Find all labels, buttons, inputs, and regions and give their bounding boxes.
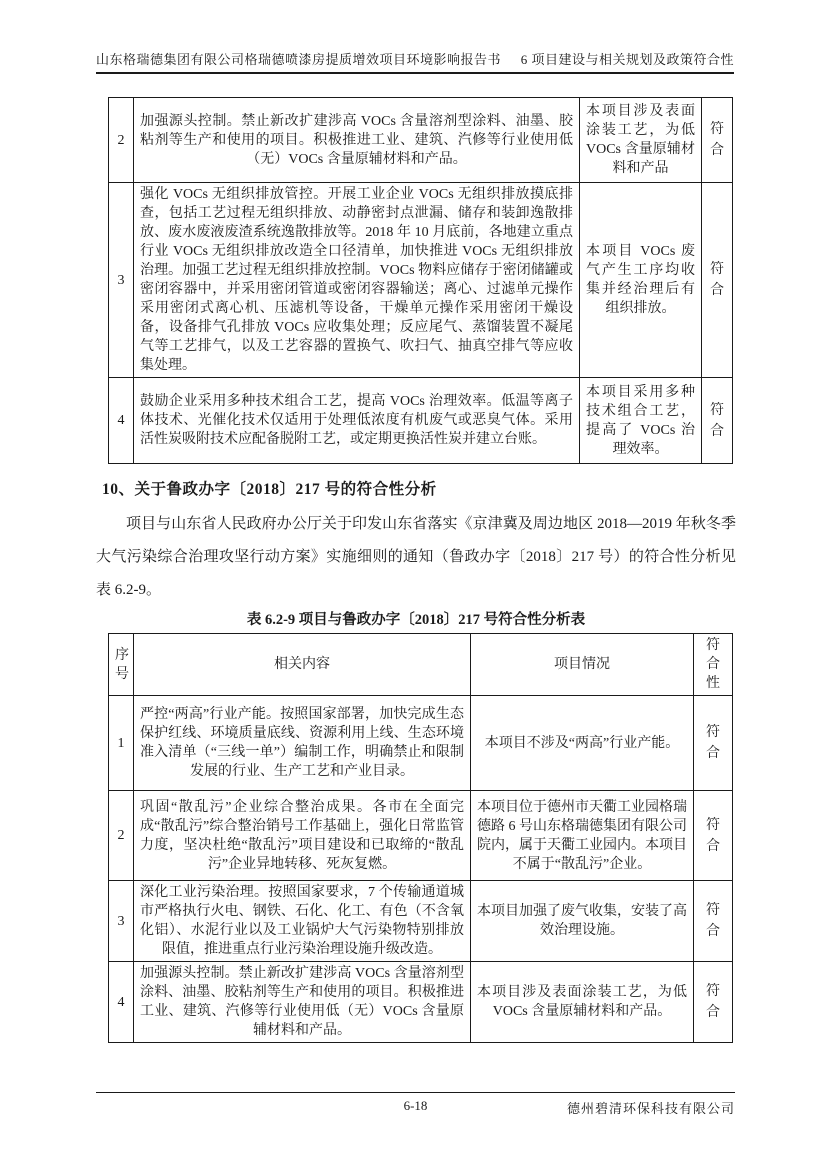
compliance-result: 符合 <box>694 696 733 791</box>
header-chapter-title: 6 项目建设与相关规划及政策符合性 <box>520 52 734 67</box>
project-situation: 本项目不涉及“两高”行业产能。 <box>471 696 694 791</box>
requirement-text: 巩固“散乱污”企业综合整治成果。各市在全面完成“散乱污”综合整治销号工作基础上，强化日常监管力度，坚决杜绝“散乱污”项目建设和已取缔的“散乱污”企业异地转移、死灰复燃。 <box>134 791 471 881</box>
table-row <box>109 98 733 183</box>
compliance-result: 符合 <box>702 378 733 464</box>
project-situation: 本项目采用多种技术组合工艺，提高了 VOCs 治理效率。 <box>580 378 702 464</box>
table-row <box>109 378 733 464</box>
project-situation: 本项目位于德州市天衢工业园格瑞德路 6 号山东格瑞德集团有限公司院内，属于天衢工业园内。本项目不属于“散乱污”企业。 <box>471 791 694 881</box>
table-caption: 表 6.2-9 项目与鲁政办字〔2018〕217 号符合性分析表 <box>246 612 586 628</box>
compliance-result: 符合 <box>694 962 733 1043</box>
requirement-text: 深化工业污染治理。按照国家要求，7 个传输通道城市严格执行火电、钢铁、石化、化工、有色（不含氧化铝）、水泥行业以及工业锅炉大气污染物特别排放限值，推进重点行业污染治理设施升级改造。 <box>134 881 471 962</box>
column-header-no: 序号 <box>109 634 134 696</box>
footer-rule <box>96 1092 735 1093</box>
requirement-text: 鼓励企业采用多种技术组合工艺，提高 VOCs 治理效率。低温等离子体技术、光催化技术仅适用于处理低浓度有机废气或恶臭气体。采用活性炭吸附技术应配备脱附工艺，或定期更换活性炭并建立台账。 <box>134 378 580 464</box>
column-header-content: 相关内容 <box>134 634 471 696</box>
section-heading: 10、关于鲁政办字〔2018〕217 号的符合性分析 <box>102 481 437 498</box>
requirement-text: 严控“两高”行业产能。按照国家部署，加快完成生态保护红线、环境质量底线、资源利用上线、生态环境准入清单（“三线一单”）编制工作，明确禁止和限制发展的行业、生产工艺和产业目录。 <box>134 696 471 791</box>
column-header-project: 项目情况 <box>471 634 694 696</box>
project-situation: 本项目涉及表面涂装工艺，为低 VOCs 含量原辅材料和产品。 <box>471 962 694 1043</box>
table-row <box>109 881 733 962</box>
compliance-result: 符合 <box>702 183 733 378</box>
project-situation: 本项目涉及表面涂装工艺，为低 VOCs 含量原辅材料和产品 <box>580 98 702 183</box>
analysis-table <box>108 633 733 1043</box>
compliance-result: 符合 <box>694 791 733 881</box>
row-number: 2 <box>109 98 134 183</box>
requirement-text: 加强源头控制。禁止新改扩建涉高 VOCs 含量溶剂型涂料、油墨、胶粘剂等生产和使用的项目。积极推进工业、建筑、汽修等行业使用低（无）VOCs 含量原辅材料和产品。 <box>134 98 580 183</box>
row-number: 1 <box>109 696 134 791</box>
project-situation: 本项目加强了废气收集，安装了高效治理设施。 <box>471 881 694 962</box>
row-number: 2 <box>109 791 134 881</box>
project-situation: 本项目 VOCs 废气产生工序均收集并经治理后有组织排放。 <box>580 183 702 378</box>
intro-paragraph: 项目与山东省人民政府办公厅关于印发山东省落实《京津冀及周边地区 2018—2019 年秋冬季大气污染综合治理攻坚行动方案》实施细则的通知（鲁政办字〔2018〕217 号）的符合性分析见表 6.2-9。 <box>96 516 736 598</box>
compliance-table-continued <box>108 97 733 464</box>
compliance-result: 符合 <box>702 98 733 183</box>
table-row <box>109 962 733 1043</box>
table-row <box>109 791 733 881</box>
table-row <box>109 696 733 791</box>
column-header-result: 符合性 <box>694 634 733 696</box>
row-number: 4 <box>109 962 134 1043</box>
table-row <box>109 183 733 378</box>
header-document-title: 山东格瑞德集团有限公司格瑞德喷漆房提质增效项目环境影响报告书 <box>96 52 502 67</box>
running-header <box>96 50 734 74</box>
page-number: 6-18 <box>403 1098 428 1113</box>
compliance-result: 符合 <box>694 881 733 962</box>
company-name: 德州碧清环保科技有限公司 <box>566 1101 735 1116</box>
row-number: 3 <box>109 183 134 378</box>
row-number: 3 <box>109 881 134 962</box>
requirement-text: 加强源头控制。禁止新改扩建涉高 VOCs 含量溶剂型涂料、油墨、胶粘剂等生产和使用的项目。积极推进工业、建筑、汽修等行业使用低（无）VOCs 含量原辅材料和产品。 <box>134 962 471 1043</box>
row-number: 4 <box>109 378 134 464</box>
requirement-text: 强化 VOCs 无组织排放管控。开展工业企业 VOCs 无组织排放摸底排查，包括工艺过程无组织排放、动静密封点泄漏、储存和装卸逸散排放、废水废液废渣系统逸散排放等。2018 年 10 月底前，各地建立重点行业 VOCs 无组织排放改造全口径清单，加快推进 VOCs 无组织排放治理。加强工艺过程无组织排放控制。VOCs 物料应储存于密闭储罐或密闭容器中，并采用密闭管道或密闭容器输送；离心、过滤单元操作采用密闭式离心机、压滤机等设备，干燥单元操作采用密闭干燥设备，设备排气孔排放 VOCs 应收集处理；反应尾气、蒸馏装置不凝尾气等工艺排气，以及工艺容器的置换气、吹扫气、抽真空排气等应收集处理。 <box>134 183 580 378</box>
table-header-row <box>109 634 733 696</box>
